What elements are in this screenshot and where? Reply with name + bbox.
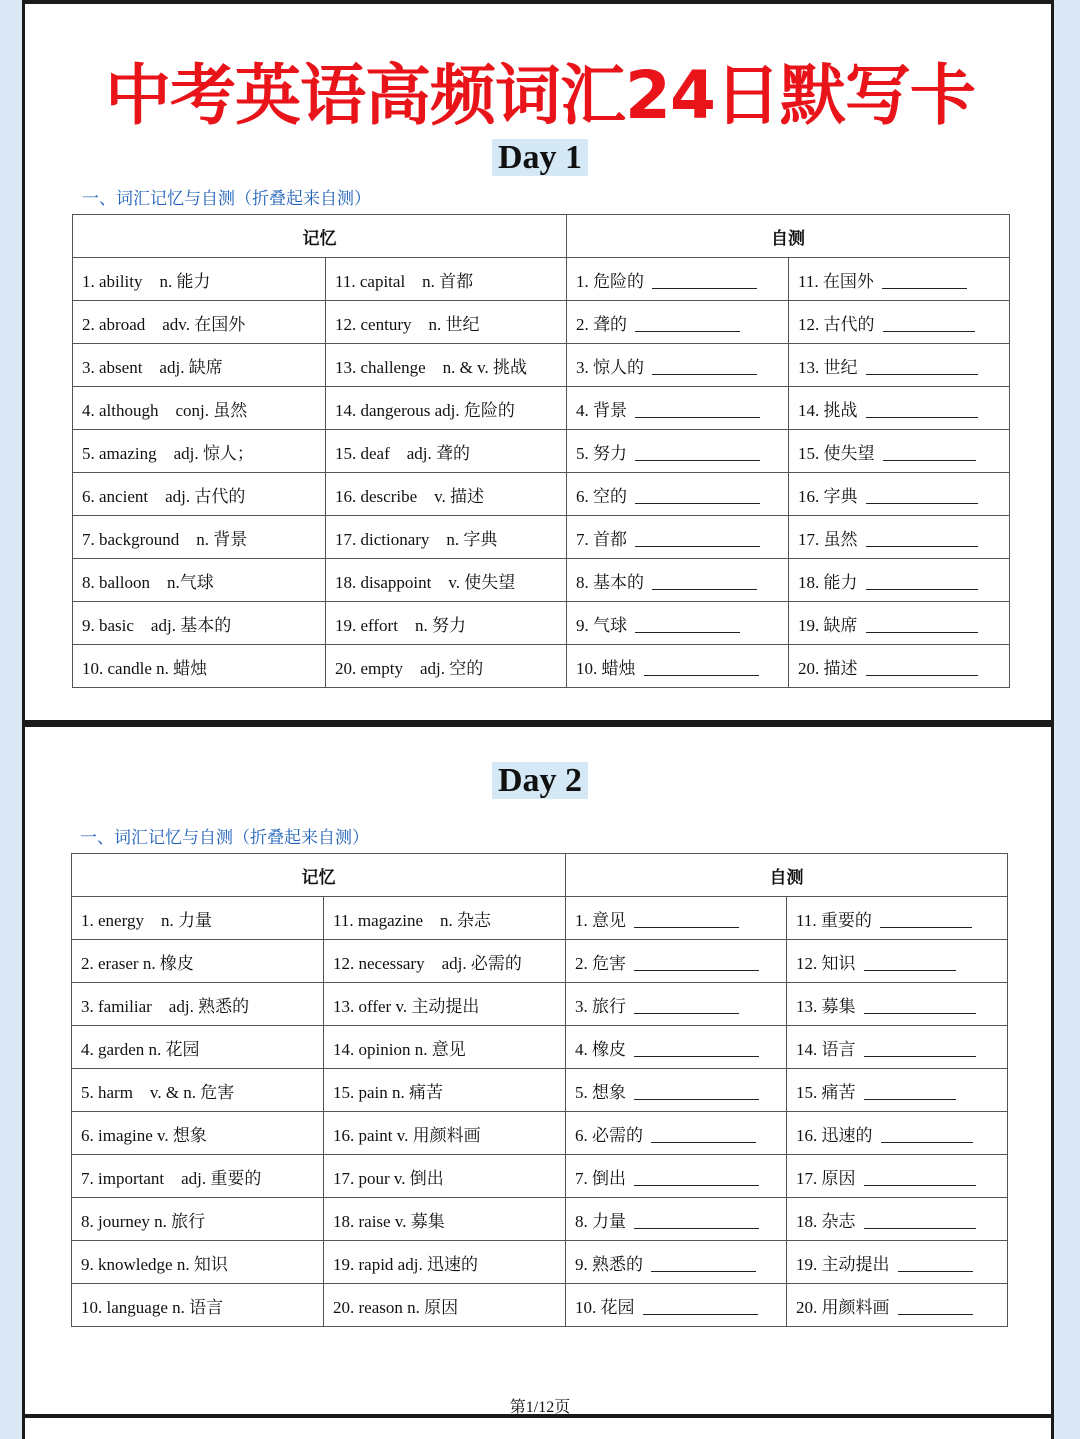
self-test-prompt: 2. 危害 <box>575 953 626 973</box>
vocab-entry: 15. pain n. 痛苦 <box>333 1082 444 1102</box>
self-test-prompt: 7. 首都 <box>576 529 627 549</box>
day2-title <box>0 758 1080 804</box>
vocab-entry: 8. balloon n.气球 <box>82 572 214 592</box>
answer-blank[interactable] <box>634 1184 759 1186</box>
memory-cell <box>73 473 326 516</box>
memory-cell <box>73 645 326 688</box>
answer-blank[interactable] <box>881 1141 973 1143</box>
main-title: 中考英语高频词汇24日默写卡 <box>105 57 975 134</box>
answer-blank[interactable] <box>898 1313 973 1315</box>
vocab-entry: 6. imagine v. 想象 <box>81 1125 207 1145</box>
table-row <box>72 983 1008 1026</box>
vocab-entry: 20. empty adj. 空的 <box>335 658 484 678</box>
self-test-cell <box>567 344 789 387</box>
vocab-entry: 18. disappoint v. 使失望 <box>335 572 516 592</box>
self-test-prompt: 13. 募集 <box>796 996 856 1016</box>
self-test-prompt: 11. 重要的 <box>796 910 872 930</box>
memory-cell <box>324 1284 566 1327</box>
self-test-prompt: 20. 用颜料画 <box>796 1297 890 1317</box>
self-test-cell <box>789 344 1010 387</box>
self-test-cell <box>567 473 789 516</box>
memory-cell <box>324 983 566 1026</box>
memory-cell <box>72 1026 324 1069</box>
self-test-header: 自测 <box>566 854 1008 897</box>
memory-cell <box>324 1198 566 1241</box>
table-row <box>72 940 1008 983</box>
self-test-cell <box>787 1112 1008 1155</box>
self-test-cell <box>787 1069 1008 1112</box>
answer-blank[interactable] <box>651 1141 756 1143</box>
vocab-entry: 17. pour v. 倒出 <box>333 1168 444 1188</box>
answer-blank[interactable] <box>866 545 978 547</box>
table-row <box>73 516 1010 559</box>
vocab-entry: 10. language n. 语言 <box>81 1297 224 1317</box>
day1-vocab-table <box>72 214 1010 688</box>
vocab-entry: 2. abroad adv. 在国外 <box>82 314 246 334</box>
self-test-cell <box>789 645 1010 688</box>
table-row <box>72 1241 1008 1284</box>
self-test-cell <box>566 1112 787 1155</box>
memory-cell <box>73 602 326 645</box>
memory-cell <box>324 1026 566 1069</box>
vocab-entry: 12. necessary adj. 必需的 <box>333 953 522 973</box>
table-row <box>72 1155 1008 1198</box>
self-test-cell <box>789 430 1010 473</box>
memory-cell <box>324 897 566 940</box>
self-test-cell <box>789 258 1010 301</box>
memory-cell <box>326 645 567 688</box>
memory-cell <box>324 940 566 983</box>
self-test-prompt: 19. 主动提出 <box>796 1254 890 1274</box>
day2-label: Day 2 <box>492 762 588 799</box>
answer-blank[interactable] <box>864 969 956 971</box>
self-test-prompt: 2. 聋的 <box>576 314 627 334</box>
table-row <box>73 387 1010 430</box>
self-test-cell <box>567 516 789 559</box>
self-test-cell <box>787 1241 1008 1284</box>
answer-blank[interactable] <box>864 1012 976 1014</box>
self-test-prompt: 16. 字典 <box>798 486 858 506</box>
self-test-cell <box>567 602 789 645</box>
table-row <box>73 602 1010 645</box>
self-test-prompt: 15. 痛苦 <box>796 1082 856 1102</box>
answer-blank[interactable] <box>634 1098 759 1100</box>
self-test-cell <box>567 430 789 473</box>
memory-cell <box>72 897 324 940</box>
self-test-cell <box>789 516 1010 559</box>
vocab-entry: 4. garden n. 花园 <box>81 1039 200 1059</box>
answer-blank[interactable] <box>882 287 967 289</box>
answer-blank[interactable] <box>864 1227 976 1229</box>
vocab-entry: 8. journey n. 旅行 <box>81 1211 206 1231</box>
self-test-prompt: 1. 意见 <box>575 910 626 930</box>
self-test-cell <box>787 1026 1008 1069</box>
answer-blank[interactable] <box>652 287 757 289</box>
table-row <box>73 344 1010 387</box>
memory-header: 记忆 <box>73 215 567 258</box>
self-test-cell <box>787 897 1008 940</box>
table-row <box>73 473 1010 516</box>
self-test-cell <box>567 301 789 344</box>
self-test-cell <box>787 983 1008 1026</box>
day1-label: Day 1 <box>492 139 588 176</box>
answer-blank[interactable] <box>634 1055 759 1057</box>
answer-blank[interactable] <box>866 674 978 676</box>
memory-cell <box>72 1198 324 1241</box>
vocab-entry: 10. candle n. 蜡烛 <box>82 658 208 678</box>
answer-blank[interactable] <box>883 330 975 332</box>
day2-section-heading: 一、词汇记忆与自测（折叠起来自测） <box>80 828 369 848</box>
answer-blank[interactable] <box>643 1313 758 1315</box>
vocab-entry: 16. describe v. 描述 <box>335 486 485 506</box>
answer-blank[interactable] <box>864 1055 976 1057</box>
self-test-cell <box>566 1069 787 1112</box>
vocab-entry: 9. basic adj. 基本的 <box>82 615 232 635</box>
answer-blank[interactable] <box>866 588 978 590</box>
self-test-cell <box>789 559 1010 602</box>
self-test-prompt: 15. 使失望 <box>798 443 875 463</box>
table-row <box>72 1069 1008 1112</box>
self-test-prompt: 14. 语言 <box>796 1039 856 1059</box>
answer-blank[interactable] <box>635 502 760 504</box>
memory-cell <box>72 1241 324 1284</box>
self-test-prompt: 5. 努力 <box>576 443 627 463</box>
self-test-prompt: 7. 倒出 <box>575 1168 626 1188</box>
self-test-prompt: 9. 气球 <box>576 615 627 635</box>
answer-blank[interactable] <box>634 1012 739 1014</box>
answer-blank[interactable] <box>635 631 740 633</box>
memory-header: 记忆 <box>72 854 566 897</box>
memory-cell <box>326 473 567 516</box>
self-test-cell <box>787 940 1008 983</box>
self-test-cell <box>789 301 1010 344</box>
table-row <box>72 1284 1008 1327</box>
vocab-entry: 12. century n. 世纪 <box>335 314 480 334</box>
self-test-prompt: 18. 能力 <box>798 572 858 592</box>
self-test-prompt: 16. 迅速的 <box>796 1125 873 1145</box>
self-test-prompt: 11. 在国外 <box>798 271 874 291</box>
day1-section-heading: 一、词汇记忆与自测（折叠起来自测） <box>82 189 371 209</box>
answer-blank[interactable] <box>864 1098 956 1100</box>
table-row <box>73 301 1010 344</box>
self-test-cell <box>566 1241 787 1284</box>
self-test-cell <box>567 387 789 430</box>
answer-blank[interactable] <box>644 674 759 676</box>
self-test-prompt: 4. 背景 <box>576 400 627 420</box>
vocab-entry: 20. reason n. 原因 <box>333 1297 459 1317</box>
memory-cell <box>72 1155 324 1198</box>
answer-blank[interactable] <box>635 545 760 547</box>
self-test-prompt: 6. 必需的 <box>575 1125 643 1145</box>
self-test-cell <box>567 559 789 602</box>
self-test-prompt: 5. 想象 <box>575 1082 626 1102</box>
table-row <box>73 645 1010 688</box>
memory-cell <box>73 430 326 473</box>
memory-cell <box>73 387 326 430</box>
memory-cell <box>326 301 567 344</box>
answer-blank[interactable] <box>652 373 757 375</box>
self-test-prompt: 14. 挑战 <box>798 400 858 420</box>
self-test-cell <box>787 1284 1008 1327</box>
self-test-prompt: 10. 花园 <box>575 1297 635 1317</box>
self-test-header: 自测 <box>567 215 1010 258</box>
answer-blank[interactable] <box>866 502 978 504</box>
answer-blank[interactable] <box>864 1184 976 1186</box>
day1-title <box>0 136 1080 180</box>
answer-blank[interactable] <box>635 330 740 332</box>
self-test-prompt: 10. 蜡烛 <box>576 658 636 678</box>
self-test-cell <box>566 1198 787 1241</box>
answer-blank[interactable] <box>634 926 739 928</box>
vocab-entry: 13. offer v. 主动提出 <box>333 996 480 1016</box>
memory-cell <box>324 1155 566 1198</box>
self-test-prompt: 3. 惊人的 <box>576 357 644 377</box>
answer-blank[interactable] <box>634 969 759 971</box>
memory-cell <box>73 559 326 602</box>
vocab-entry: 19. effort n. 努力 <box>335 615 466 635</box>
answer-blank[interactable] <box>883 459 976 461</box>
memory-cell <box>326 258 567 301</box>
vocab-entry: 5. amazing adj. 惊人； <box>82 443 254 463</box>
vocab-entry: 7. important adj. 重要的 <box>81 1168 262 1188</box>
day2-vocab-table <box>71 853 1008 1327</box>
self-test-prompt: 13. 世纪 <box>798 357 858 377</box>
self-test-prompt: 1. 危险的 <box>576 271 644 291</box>
memory-cell <box>73 344 326 387</box>
vocab-entry: 3. absent adj. 缺席 <box>82 357 223 377</box>
self-test-prompt: 3. 旅行 <box>575 996 626 1016</box>
vocab-entry: 17. dictionary n. 字典 <box>335 529 498 549</box>
memory-cell <box>326 344 567 387</box>
table-row <box>73 430 1010 473</box>
vocab-entry: 4. although conj. 虽然 <box>82 400 248 420</box>
self-test-prompt: 8. 力量 <box>575 1211 626 1231</box>
self-test-cell <box>566 983 787 1026</box>
memory-cell <box>73 258 326 301</box>
answer-blank[interactable] <box>866 373 978 375</box>
vocab-entry: 2. eraser n. 橡皮 <box>81 953 194 973</box>
self-test-cell <box>566 940 787 983</box>
memory-cell <box>73 516 326 559</box>
table-row <box>72 1026 1008 1069</box>
self-test-cell <box>789 473 1010 516</box>
memory-cell <box>324 1069 566 1112</box>
memory-cell <box>72 1112 324 1155</box>
self-test-prompt: 17. 原因 <box>796 1168 856 1188</box>
self-test-prompt: 8. 基本的 <box>576 572 644 592</box>
self-test-cell <box>567 645 789 688</box>
vocab-entry: 1. energy n. 力量 <box>81 910 212 930</box>
memory-cell <box>326 602 567 645</box>
memory-cell <box>326 559 567 602</box>
memory-cell <box>326 516 567 559</box>
table-row <box>73 559 1010 602</box>
answer-blank[interactable] <box>898 1270 973 1272</box>
self-test-prompt: 17. 虽然 <box>798 529 858 549</box>
memory-cell <box>72 940 324 983</box>
answer-blank[interactable] <box>880 926 972 928</box>
self-test-cell <box>787 1155 1008 1198</box>
table-row <box>72 1112 1008 1155</box>
vocab-entry: 14. dangerous adj. 危险的 <box>335 400 515 420</box>
vocab-entry: 9. knowledge n. 知识 <box>81 1254 228 1274</box>
table-row <box>73 258 1010 301</box>
answer-blank[interactable] <box>634 1227 759 1229</box>
memory-cell <box>72 1069 324 1112</box>
vocab-entry: 11. magazine n. 杂志 <box>333 910 491 930</box>
self-test-cell <box>566 1026 787 1069</box>
vocab-entry: 5. harm v. & n. 危害 <box>81 1082 235 1102</box>
self-test-cell <box>567 258 789 301</box>
self-test-prompt: 9. 熟悉的 <box>575 1254 643 1274</box>
memory-cell <box>72 1284 324 1327</box>
vocab-entry: 11. capital n. 首都 <box>335 271 474 291</box>
vocab-entry: 1. ability n. 能力 <box>82 271 211 291</box>
memory-cell <box>73 301 326 344</box>
self-test-prompt: 12. 古代的 <box>798 314 875 334</box>
answer-blank[interactable] <box>651 1270 756 1272</box>
self-test-cell <box>566 1284 787 1327</box>
memory-cell <box>326 430 567 473</box>
self-test-cell <box>789 387 1010 430</box>
table-row <box>72 1198 1008 1241</box>
self-test-prompt: 20. 描述 <box>798 658 858 678</box>
self-test-prompt: 19. 缺席 <box>798 615 858 635</box>
vocab-entry: 19. rapid adj. 迅速的 <box>333 1254 478 1274</box>
self-test-cell <box>789 602 1010 645</box>
vocab-entry: 3. familiar adj. 熟悉的 <box>81 996 250 1016</box>
vocab-entry: 16. paint v. 用颜料画 <box>333 1125 481 1145</box>
vocab-entry: 6. ancient adj. 古代的 <box>82 486 246 506</box>
vocab-entry: 7. background n. 背景 <box>82 529 248 549</box>
table-row <box>72 897 1008 940</box>
self-test-prompt: 6. 空的 <box>576 486 627 506</box>
memory-cell <box>324 1241 566 1284</box>
self-test-cell <box>566 897 787 940</box>
self-test-prompt: 4. 橡皮 <box>575 1039 626 1059</box>
vocab-entry: 18. raise v. 募集 <box>333 1211 445 1231</box>
self-test-cell <box>787 1198 1008 1241</box>
vocab-entry: 13. challenge n. & v. 挑战 <box>335 357 527 377</box>
answer-blank[interactable] <box>866 631 978 633</box>
answer-blank[interactable] <box>635 459 760 461</box>
memory-cell <box>326 387 567 430</box>
page-number: 第1/12页 <box>509 1399 571 1416</box>
answer-blank[interactable] <box>866 416 978 418</box>
vocab-entry: 14. opinion n. 意见 <box>333 1039 466 1059</box>
self-test-cell <box>566 1155 787 1198</box>
answer-blank[interactable] <box>635 416 760 418</box>
memory-cell <box>72 983 324 1026</box>
memory-cell <box>324 1112 566 1155</box>
vocab-entry: 15. deaf adj. 聋的 <box>335 443 471 463</box>
answer-blank[interactable] <box>652 588 757 590</box>
self-test-prompt: 12. 知识 <box>796 953 856 973</box>
self-test-prompt: 18. 杂志 <box>796 1211 856 1231</box>
